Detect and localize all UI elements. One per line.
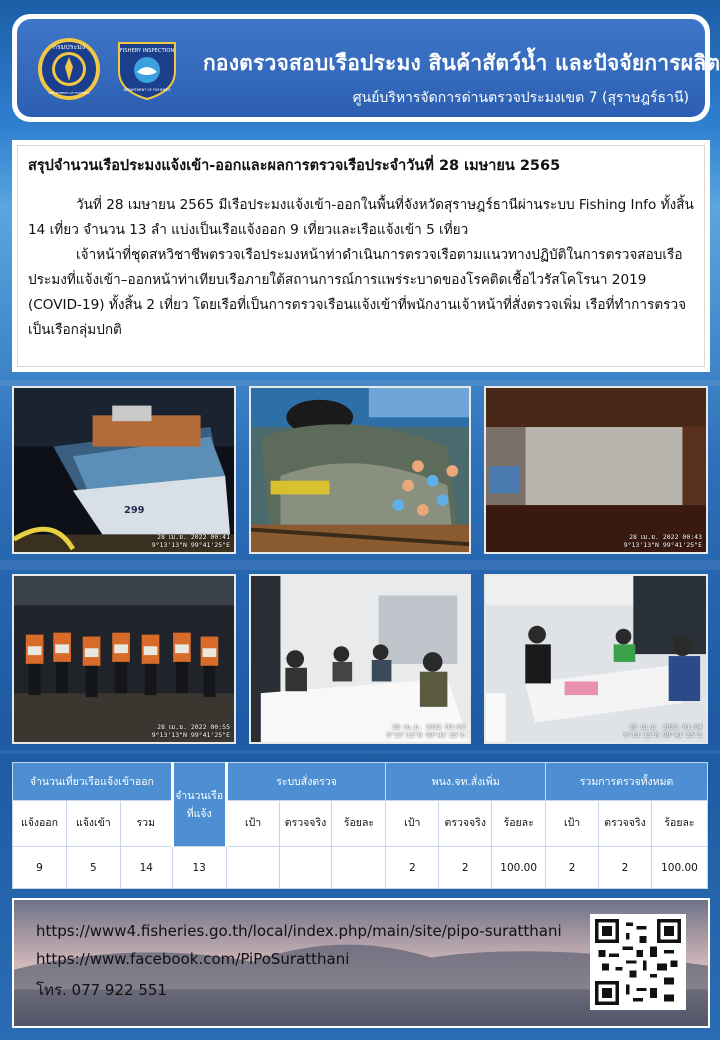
department-of-fisheries-logo <box>37 37 101 101</box>
logo1-bottom-text: DEPARTMENT OF FISHERIES <box>48 91 90 95</box>
col-off-target: เป้า <box>386 801 439 847</box>
header-subtitle: ศูนย์บริหารจัดการด่านตรวจประมงเขต 7 (สุราษฎร์ธานี) <box>352 90 689 106</box>
col-sys-actual: ตรวจจริง <box>279 801 332 847</box>
summary-paragraph-1: วันที่ 28 เมษายน 2565 มีเรือประมงแจ้งเข้า-ออกในพื้นที่จังหวัดสุราษฎร์ธานีผ่านระบบ Fishing Info ทั้งสิ้น 14 เที่ยว จำนวน 13 ลำ แบ่งเป็นเรือแจ้งออก 9 เที่ยวและเรือแจ้งเข้า 5 เที่ยว <box>28 197 694 238</box>
col-tot-target: เป้า <box>546 801 599 847</box>
col-off-percent: ร้อยละ <box>492 801 546 847</box>
value-tot-percent: 100.00 <box>651 847 707 889</box>
logo1-top-text: กรมประมง <box>52 43 86 51</box>
header-boats: จำนวนเรือที่แจ้ง <box>172 763 226 847</box>
photo-inspection-meeting-1 <box>249 574 471 744</box>
col-tot-actual: ตรวจจริง <box>599 801 652 847</box>
logo2-bottom-text: DEPARTMENT OF FISHERIES <box>123 88 171 92</box>
summary-box <box>12 140 710 372</box>
photo-inspection-meeting-2 <box>484 574 708 744</box>
col-sys-percent: ร้อยละ <box>332 801 386 847</box>
header-background <box>17 19 720 117</box>
header-system: ระบบสั่งตรวจ <box>226 763 386 801</box>
header-trips: จำนวนเที่ยวเรือแจ้งเข้าออก <box>13 763 173 801</box>
value-sys-percent <box>332 847 386 889</box>
col-out: แจ้งออก <box>13 801 67 847</box>
col-in: แจ้งเข้า <box>66 801 120 847</box>
photo-timestamp-1: 28 เม.ย. 2022 00:41 9°13'13"N 99°41'25"E <box>151 533 230 549</box>
photo-crew-group <box>12 574 236 744</box>
website-link[interactable]: https://www4.fisheries.go.th/local/index.php/main/site/pipo-suratthani <box>36 922 562 940</box>
value-in: 5 <box>66 847 120 889</box>
value-off-target: 2 <box>386 847 439 889</box>
value-sys-actual <box>279 847 332 889</box>
photo-timestamp-6: 28 เม.ย. 2022 01:04 9°13'13"N 99°41'25"E <box>623 723 702 739</box>
photo-fish-hold <box>484 386 708 554</box>
header-title: กองตรวจสอบเรือประมง สินค้าสัตว์น้ำ และปัจจัยการผลิต <box>203 51 720 75</box>
header-total: รวมการตรวจทั้งหมด <box>546 763 708 801</box>
value-boats: 13 <box>172 847 226 889</box>
logo2-top-text: FISHERY INSPECTION <box>119 48 175 54</box>
contact-footer <box>12 898 710 1028</box>
facebook-link[interactable]: https://www.facebook.com/PiPoSuratthani <box>36 950 350 968</box>
summary-title: สรุปจำนวนเรือประมงแจ้งเข้า-ออกและผลการตรวจเรือประจำวันที่ 28 เมษายน 2565 <box>28 158 561 174</box>
col-sys-target: เป้า <box>226 801 279 847</box>
value-tot-actual: 2 <box>599 847 652 889</box>
value-off-percent: 100.00 <box>492 847 546 889</box>
value-tot-target: 2 <box>546 847 599 889</box>
photo-timestamp-4: 28 เม.ย. 2022 00:55 9°13'13"N 99°41'25"E <box>151 723 230 739</box>
phone-number: โทร. 077 922 551 <box>36 981 167 999</box>
summary-paragraph-2: เจ้าหน้าที่ชุดสหวิชาชีพตรวจเรือประมงหน้าท่าดำเนินการตรวจเรือตามแนวทางปฏิบัติในการตรวจสอบเรือประมงที่แจ้งเข้า–ออกหน้าท่าเทียบเรือภายใต้สถานการณ์การแพร่ระบาดของโรคติดเชื้อไวรัสโคโรนา 2019 (COVID-19) ทั้งสิ้น 2 เที่ยว โดยเรือที่เป็นการตรวจเรือนแจ้งเข้าที่พนักงานเจ้าหน้าที่สั่งตรวจเพิ่ม เรือที่ทำการตรวจเป็นเรือกลุ่มปกติ <box>28 247 687 338</box>
inspection-stats-table <box>12 762 708 889</box>
header-officer: พนง.จท.สั่งเพิ่ม <box>386 763 546 801</box>
value-sys-target <box>226 847 279 889</box>
col-tot-percent: ร้อยละ <box>651 801 707 847</box>
col-sum: รวม <box>120 801 172 847</box>
boat-number-text: 299 <box>124 504 145 516</box>
fishery-inspection-logo <box>115 37 179 101</box>
photo-fishing-nets <box>249 386 471 554</box>
value-off-actual: 2 <box>439 847 492 889</box>
photo-boat-hull <box>12 386 236 554</box>
value-out: 9 <box>13 847 67 889</box>
photo-timestamp-3: 28 เม.ย. 2022 00:43 9°13'13"N 99°41'25"E <box>623 533 702 549</box>
value-sum: 14 <box>120 847 172 889</box>
col-off-actual: ตรวจจริง <box>439 801 492 847</box>
header-banner <box>12 14 720 122</box>
qr-code[interactable] <box>590 914 686 1010</box>
photo-timestamp-5: 28 เม.ย. 2022 03:02 9°13'13"N 99°41'25"E <box>386 723 465 739</box>
